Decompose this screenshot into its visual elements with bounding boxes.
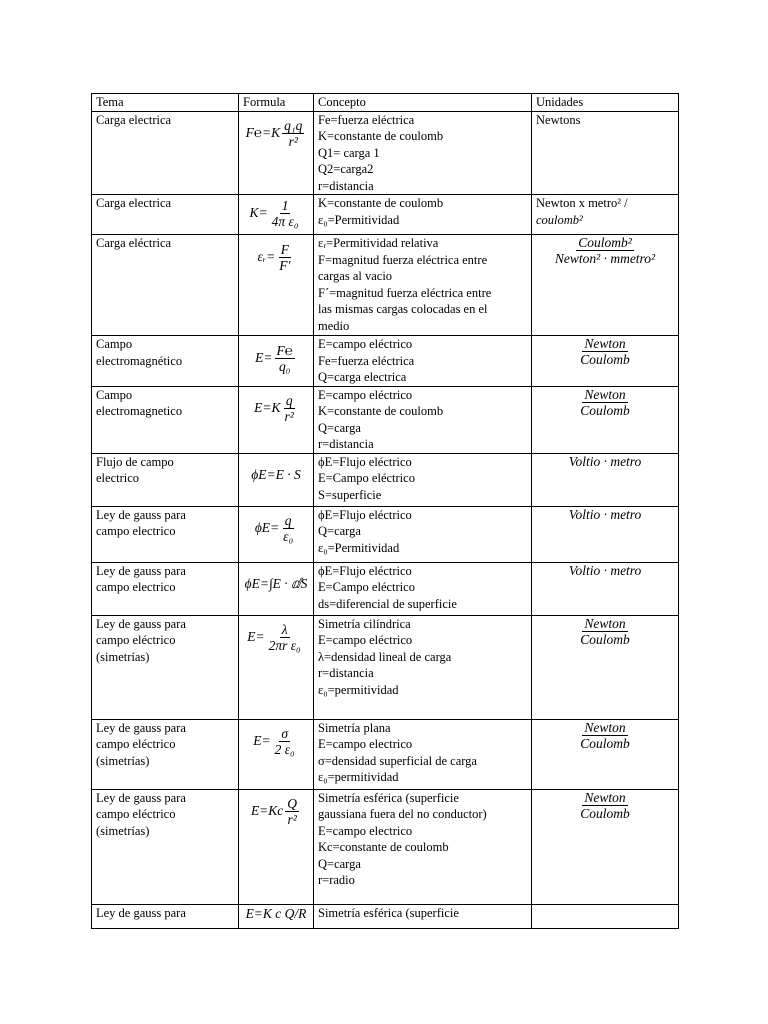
formula [243, 454, 309, 498]
formula-lhs: K= [249, 204, 268, 220]
formula-cell [239, 904, 314, 928]
formula-numerator: Q [287, 796, 298, 811]
concepto-line: ε₀=Permitividad [318, 540, 400, 555]
concepto-cell [314, 453, 532, 506]
concepto-line: S=superficie [318, 487, 382, 502]
concepto-cell [314, 111, 532, 195]
concepto-line: Simetría esférica (superficie [318, 790, 459, 805]
tema-text: electromagnético [96, 353, 183, 368]
formula-denominator: 4π ε₀ [271, 213, 299, 229]
formula-numerator: q₁q [284, 118, 303, 133]
concepto-line: medio [318, 318, 350, 333]
formula-expression [245, 576, 308, 593]
header-tema: Tema [92, 94, 239, 112]
tema-text: Ley de gauss para [96, 905, 186, 920]
unidades-denominator: Newton² · mmetro² [554, 251, 656, 266]
formula-cell [239, 195, 314, 235]
unidades-numerator: Newton [584, 789, 626, 805]
formula-expression [258, 242, 295, 273]
concepto-line: ds=diferencial de superficie [318, 596, 457, 611]
formula-fraction [283, 393, 296, 424]
formula-expression [249, 198, 302, 229]
unidades-cell [532, 562, 679, 615]
concepto-line: r=distancia [318, 666, 374, 680]
concepto-line: F´=magnitud fuerza eléctrica entre [318, 285, 492, 300]
formula-lhs: E= [255, 349, 273, 365]
tema-cell [92, 615, 239, 719]
formula-denominator: r² [287, 812, 297, 827]
formula-denominator: 2 ε₀ [274, 742, 295, 757]
concepto-line: K=constante de coulomb [318, 196, 444, 210]
formula-expression [251, 467, 300, 484]
concepto-line: Q1= carga 1 [318, 145, 380, 160]
formula [243, 336, 309, 380]
tema-cell [92, 719, 239, 789]
table-row [92, 904, 679, 928]
formula-fraction [273, 726, 297, 757]
header-concepto: Concepto [314, 94, 532, 112]
tema-cell [92, 789, 239, 904]
table-row [92, 562, 679, 615]
concepto-line: E=Campo eléctrico [318, 580, 415, 594]
formula-table [91, 93, 679, 929]
concepto-line: E=campo eléctrico [318, 337, 413, 351]
formula-expression [247, 622, 305, 653]
unidades-text: Voltio · metro [568, 506, 642, 522]
unidades-fraction [553, 235, 657, 266]
concepto-line: λ=densidad lineal de carga [318, 649, 452, 664]
tema-text: campo eléctrico [96, 807, 176, 821]
unidades-cell [532, 195, 679, 235]
tema-text: Campo [96, 387, 133, 402]
concepto-line: E=campo eléctrico [318, 633, 413, 647]
concepto-line: Kc=constante de coulomb [318, 840, 449, 854]
concepto-cell [314, 195, 532, 235]
unidades-cell [532, 719, 679, 789]
concepto-cell [314, 789, 532, 904]
tema-cell [92, 453, 239, 506]
formula [243, 905, 309, 925]
unidades-cell [532, 336, 679, 387]
tema-text: (simetrías) [96, 649, 150, 664]
unidades-fraction [578, 790, 632, 821]
formula-numerator: q [284, 513, 292, 528]
unidades-denominator: Coulomb [580, 402, 630, 418]
tema-text: (simetrías) [96, 753, 150, 768]
table-row [92, 336, 679, 387]
concepto-line: ε₀=Permitividad [318, 212, 400, 227]
concepto-line: Q=carga [318, 524, 361, 538]
tema-cell [92, 336, 239, 387]
concepto-line: εᵣ=Permitividad relativa [318, 236, 439, 250]
formula-numerator: 1 [281, 197, 289, 213]
formula-lhs: ϕE= [254, 520, 280, 536]
concepto-line: σ=densidad superficial de carga [318, 753, 477, 768]
tema-text: Carga electrica [96, 112, 172, 127]
formula-denominator: q₀ [278, 358, 291, 374]
unidades-cell [532, 111, 679, 195]
unidades-cell [532, 235, 679, 336]
concepto-line: Q=carga [318, 856, 361, 871]
tema-text: electromagnetico [96, 404, 183, 418]
unidades-cell [532, 615, 679, 719]
concepto-cell [314, 506, 532, 562]
concepto-line: Q=carga electrica [318, 370, 407, 384]
formula-fraction [270, 198, 301, 229]
concepto-cell [314, 904, 532, 928]
formula-expression [255, 343, 297, 374]
unidades-numerator: Newton [584, 615, 626, 631]
tema-text: campo electrico [96, 580, 176, 594]
tema-text: campo eléctrico [96, 737, 176, 751]
formula-text: ϕE=∫E · ⅆS [244, 576, 308, 592]
formula-expression [251, 796, 301, 827]
formula-fraction [277, 242, 292, 273]
unidades-denominator: Coulomb [580, 735, 630, 751]
formula-numerator: λ [281, 622, 288, 637]
formula-denominator: F′ [279, 257, 291, 273]
formula-expression [253, 726, 299, 757]
formula-lhs: E=K [254, 400, 281, 416]
tema-cell [92, 386, 239, 453]
concepto-line: K=constante de coulomb [318, 129, 444, 143]
formula-fraction [281, 513, 295, 544]
formula [243, 112, 309, 156]
unidades-fraction [578, 387, 632, 418]
formula-cell [239, 615, 314, 719]
formula-numerator: F℮ [276, 342, 293, 358]
formula-cell [239, 506, 314, 562]
unidades-line: coulomb² [536, 212, 583, 227]
formula-cell [239, 111, 314, 195]
concepto-line: Simetría esférica (superficie [318, 905, 459, 920]
header-row [92, 94, 679, 112]
concepto-line: ε₀=permitividad [318, 770, 399, 784]
concepto-line: Q=carga [318, 420, 361, 435]
formula-text: E=K c Q/R [245, 906, 307, 922]
unidades-cell [532, 506, 679, 562]
concepto-line: E=campo electrico [318, 737, 413, 751]
concepto-line: ε₀=permitividad [318, 682, 399, 697]
formula-text: ϕE=E · S [251, 467, 301, 483]
header-unidades: Unidades [532, 94, 679, 112]
formula-numerator: q [285, 393, 293, 408]
concepto-cell [314, 336, 532, 387]
tema-text: Carga eléctrica [96, 236, 172, 250]
formula-cell [239, 235, 314, 336]
table-row [92, 453, 679, 506]
formula-cell [239, 336, 314, 387]
formula-cell [239, 562, 314, 615]
tema-text: Ley de gauss para [96, 507, 186, 522]
concepto-line: F=magnitud fuerza eléctrica entre [318, 252, 488, 267]
table-row [92, 235, 679, 336]
formula-cell [239, 719, 314, 789]
tema-text: Flujo de campo [96, 454, 174, 469]
unidades-text: Newtons [536, 112, 581, 127]
formula-lhs: E=Kc [250, 803, 284, 819]
formula-expression [246, 906, 307, 923]
formula-fraction [275, 343, 295, 374]
concepto-cell [314, 719, 532, 789]
tema-cell [92, 111, 239, 195]
formula [243, 195, 309, 231]
table-row [92, 195, 679, 235]
tema-text: Ley de gauss para [96, 563, 186, 578]
formula-cell [239, 789, 314, 904]
formula-denominator: r² [284, 409, 294, 424]
formula [243, 790, 309, 834]
concepto-line: Fe=fuerza eléctrica [318, 353, 415, 368]
unidades-fraction [578, 616, 632, 647]
formula-numerator: F [280, 241, 289, 257]
unidades-cell [532, 386, 679, 453]
tema-cell [92, 562, 239, 615]
unidades-fraction [578, 336, 632, 367]
concepto-line: r=radio [318, 873, 355, 887]
unidades-cell [532, 453, 679, 506]
tema-text: electrico [96, 471, 140, 485]
concepto-line: r=distancia [318, 178, 374, 193]
formula [243, 616, 309, 660]
concepto-line: cargas al vacio [318, 269, 393, 283]
formula [243, 563, 309, 607]
unidades-line: Newton x metro² / [536, 196, 628, 210]
concepto-line: ϕE=Flujo eléctrico [318, 563, 412, 578]
concepto-line: Q2=carga2 [318, 162, 374, 176]
formula-expression [246, 118, 307, 149]
tema-text: campo electrico [96, 524, 176, 538]
concepto-cell [314, 562, 532, 615]
concepto-line: E=Campo eléctrico [318, 471, 415, 485]
table-row [92, 719, 679, 789]
formula [243, 507, 309, 551]
tema-text: campo eléctrico [96, 633, 176, 647]
tema-cell [92, 506, 239, 562]
table-row [92, 615, 679, 719]
formula-expression [255, 513, 297, 544]
table-row [92, 506, 679, 562]
header-formula: Formula [239, 94, 314, 112]
unidades-text: Voltio · metro [568, 562, 642, 578]
formula-denominator: r² [288, 134, 298, 149]
concepto-cell [314, 235, 532, 336]
unidades-denominator: Coulomb [580, 631, 630, 647]
formula-fraction [282, 118, 304, 149]
concepto-line: r=distancia [318, 437, 374, 451]
formula-numerator: σ [281, 726, 289, 741]
table-row [92, 789, 679, 904]
concepto-line: ϕE=Flujo eléctrico [318, 454, 412, 469]
formula-denominator: 2πr ε₀ [268, 638, 301, 653]
unidades-numerator: Newton [584, 386, 626, 402]
tema-text: Ley de gauss para [96, 790, 186, 805]
table-row [92, 386, 679, 453]
concepto-line: K=constante de coulomb [318, 404, 444, 418]
formula-lhs: E= [247, 629, 265, 645]
tema-text: Ley de gauss para [96, 720, 186, 735]
unidades-denominator: Coulomb [580, 805, 630, 821]
formula [243, 387, 309, 431]
formula-expression [254, 393, 298, 424]
unidades-fraction [578, 720, 632, 751]
tema-cell [92, 195, 239, 235]
unidades-numerator: Newton [584, 336, 626, 351]
formula-fraction [267, 622, 303, 653]
tema-cell [92, 904, 239, 928]
formula-fraction [285, 796, 299, 827]
unidades-cell [532, 789, 679, 904]
concepto-line: Simetría plana [318, 720, 391, 735]
formula-lhs: F℮=K [245, 125, 281, 141]
concepto-line: las mismas cargas colocadas en el [318, 302, 488, 316]
concepto-line: ϕE=Flujo eléctrico [318, 507, 412, 522]
unidades-numerator: Coulomb² [578, 235, 632, 250]
concepto-cell [314, 615, 532, 719]
concepto-line: Simetría cilíndrica [318, 616, 411, 631]
tema-text: Campo [96, 337, 133, 351]
tema-text: Carga electrica [96, 196, 172, 210]
concepto-line: Fe=fuerza eléctrica [318, 112, 415, 127]
formula-lhs: εᵣ= [257, 248, 276, 264]
formula-cell [239, 386, 314, 453]
tema-cell [92, 235, 239, 336]
concepto-line: gaussiana fuera del no conductor) [318, 807, 487, 821]
unidades-cell [532, 904, 679, 928]
unidades-denominator: Coulomb [580, 352, 630, 367]
concepto-line: E=campo electrico [318, 823, 413, 838]
formula-cell [239, 453, 314, 506]
formula [243, 235, 309, 279]
unidades-text: Voltio · metro [568, 453, 642, 469]
formula [243, 720, 309, 764]
tema-text: Ley de gauss para [96, 616, 186, 631]
tema-text: (simetrías) [96, 823, 150, 838]
unidades-numerator: Newton [584, 719, 626, 735]
concepto-line: E=campo eléctrico [318, 387, 413, 402]
table-row [92, 111, 679, 195]
formula-lhs: E= [253, 733, 271, 749]
formula-denominator: ε₀ [283, 529, 294, 544]
concepto-cell [314, 386, 532, 453]
